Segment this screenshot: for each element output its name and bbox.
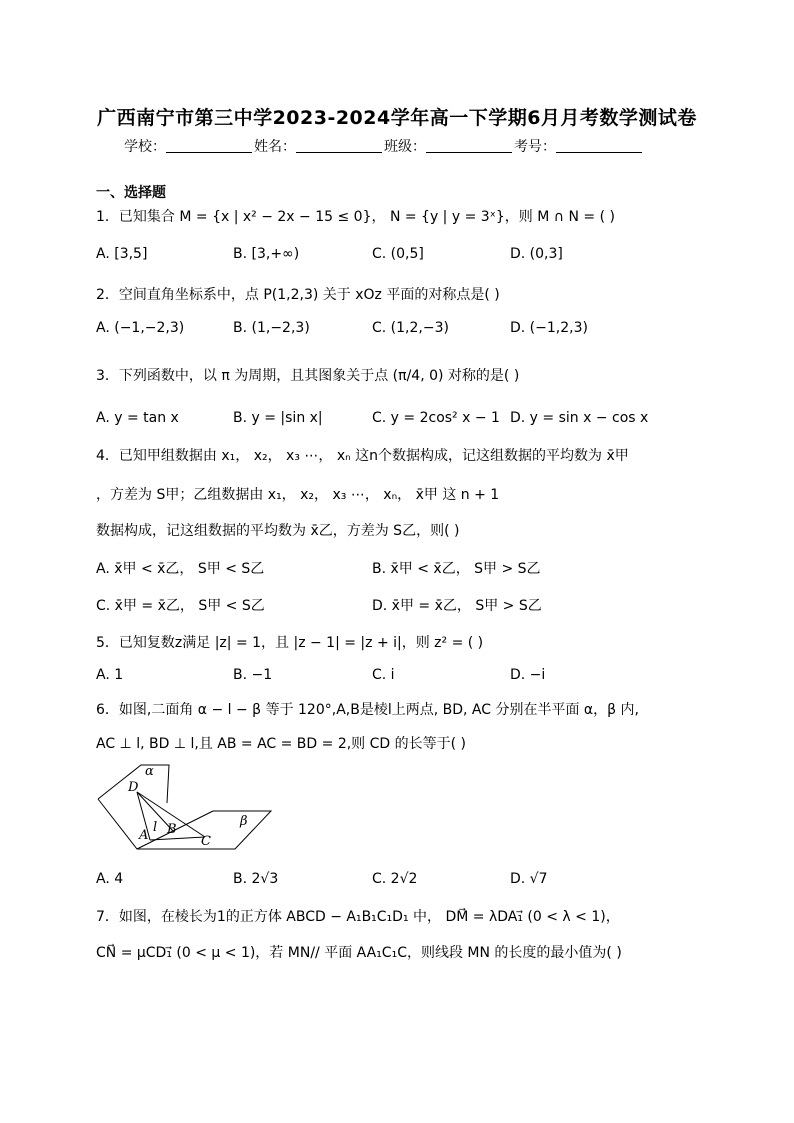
q5-option-b[interactable]: B. −1 [233, 667, 273, 683]
label-c: C [201, 834, 211, 849]
number-label: 考号： [514, 139, 556, 155]
label-alpha: α [145, 764, 154, 779]
dihedral-angle-figure [95, 763, 275, 858]
question-4-stem-line-2: ，方差为 S甲；乙组数据由 x₁， x₂， x₃ ⋯， xₙ， x̄甲 这 n + 1 [96, 487, 500, 503]
section-heading: 一、选择题 [96, 185, 166, 201]
number-blank[interactable] [556, 138, 642, 153]
q4-option-c[interactable]: C. x̄甲 = x̄乙， S甲 < S乙 [96, 598, 265, 614]
class-blank[interactable] [426, 138, 512, 153]
question-7-stem-line-2: CN⃗ = μCD₁⃗ (0 < μ < 1)，若 MN// 平面 AA₁C₁C，则线段 MN 的长度的最小值为( ) [96, 945, 622, 961]
name-blank[interactable] [296, 138, 382, 153]
label-b: B [167, 822, 177, 837]
q6-option-b[interactable]: B. 2√3 [233, 871, 279, 887]
q6-option-c[interactable]: C. 2√2 [372, 871, 418, 887]
q3-option-c[interactable]: C. y = 2cos² x − 1 [372, 410, 500, 426]
school-blank[interactable] [166, 138, 252, 153]
q2-option-b[interactable]: B. (1,−2,3) [233, 320, 310, 336]
question-1-stem: 1．已知集合 M = {x | x² − 2x − 15 ≤ 0}， N = {y | y = 3ˣ}，则 M ∩ N = ( ) [96, 209, 615, 225]
q4-option-a[interactable]: A. x̄甲 < x̄乙， S甲 < S乙 [96, 561, 265, 577]
question-6-stem-line-1: 6．如图,二面角 α − l − β 等于 120°,A,B是棱l上两点, BD, AC 分别在半平面 α，β 内, [96, 702, 639, 718]
question-4-stem-line-1: 4．已知甲组数据由 x₁， x₂， x₃ ⋯， xₙ 这n个数据构成，记这组数据的平均数为 x̄甲 [96, 448, 629, 464]
question-4-stem-line-3: 数据构成，记这组数据的平均数为 x̄乙，方差为 S乙，则( ) [96, 523, 460, 539]
question-7-stem-line-1: 7．如图，在棱长为1的正方体 ABCD − A₁B₁C₁D₁ 中， DM⃗ = λDA₁⃗ (0 < λ < 1)， [96, 909, 620, 925]
q6-option-a[interactable]: A. 4 [96, 871, 124, 887]
label-d: D [128, 780, 139, 795]
q2-option-d[interactable]: D. (−1,2,3) [510, 320, 588, 336]
q3-option-b[interactable]: B. y = |sin x| [233, 410, 323, 426]
q6-option-d[interactable]: D. √7 [510, 871, 548, 887]
question-2-stem: 2．空间直角坐标系中，点 P(1,2,3) 关于 xOz 平面的对称点是( ) [96, 287, 500, 303]
q5-option-d[interactable]: D. −i [510, 667, 546, 683]
question-3-stem: 3．下列函数中，以 π 为周期，且其图象关于点 (π/4, 0) 对称的是( ) [96, 368, 520, 384]
question-6-stem-line-2: AC ⊥ l, BD ⊥ l,且 AB = AC = BD = 2,则 CD 的长等于( ) [96, 736, 467, 752]
q5-option-c[interactable]: C. i [372, 667, 395, 683]
q5-option-a[interactable]: A. 1 [96, 667, 124, 683]
q1-option-d[interactable]: D. (0,3] [510, 246, 563, 262]
q4-option-b[interactable]: B. x̄甲 < x̄乙， S甲 > S乙 [372, 561, 541, 577]
label-beta: β [240, 814, 248, 829]
school-label: 学校： [124, 139, 166, 155]
q2-option-a[interactable]: A. (−1,−2,3) [96, 320, 185, 336]
class-label: 班级： [384, 139, 426, 155]
student-info-line [124, 136, 644, 156]
label-l: l [153, 820, 158, 835]
name-label: 姓名： [254, 139, 296, 155]
q3-option-d[interactable]: D. y = sin x − cos x [510, 410, 649, 426]
q4-option-d[interactable]: D. x̄甲 = x̄乙， S甲 > S乙 [372, 598, 542, 614]
q1-option-b[interactable]: B. [3,+∞) [233, 246, 300, 262]
label-a: A [139, 828, 149, 843]
question-5-stem: 5．已知复数z满足 |z| = 1，且 |z − 1| = |z + i|，则 z² = ( ) [96, 635, 484, 651]
q1-option-c[interactable]: C. (0,5] [372, 246, 424, 262]
q1-option-a[interactable]: A. [3,5] [96, 246, 148, 262]
exam-title: 广西南宁市第三中学2023-2024学年高一下学期6月月考数学测试卷 [97, 107, 697, 129]
q2-option-c[interactable]: C. (1,2,−3) [372, 320, 449, 336]
dihedral-angle-diagram [95, 763, 275, 858]
q3-option-a[interactable]: A. y = tan x [96, 410, 179, 426]
